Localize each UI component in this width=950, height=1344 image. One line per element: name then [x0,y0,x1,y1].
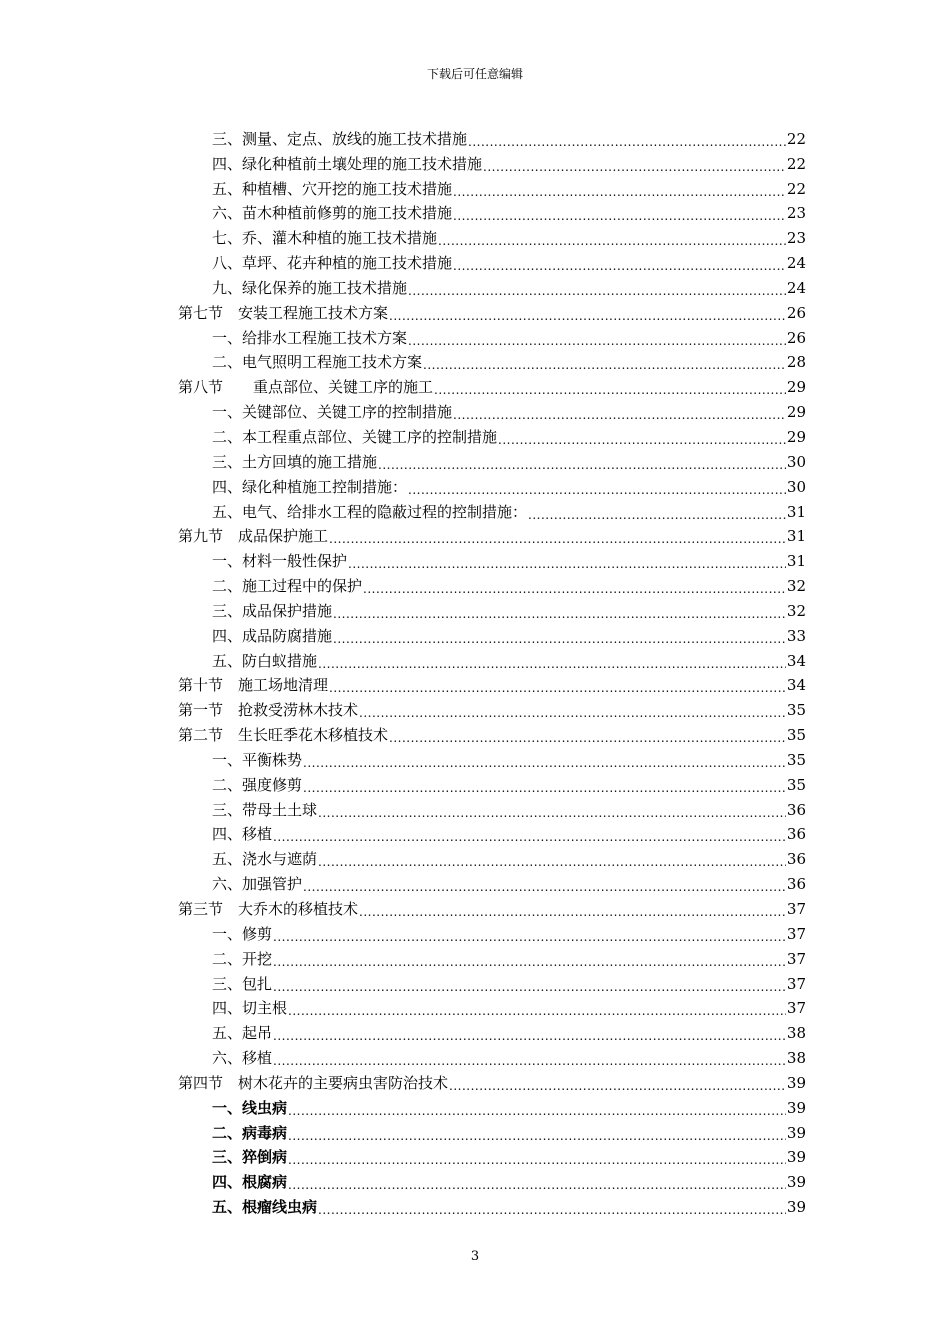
toc-entry-title: 四、切主根 [212,999,288,1018]
toc-entry-title: 七、乔、灌木种植的施工技术措施 [212,229,438,248]
toc-entry-title: 二、病毒病 [212,1123,288,1142]
toc-dot-leader [389,725,786,745]
toc-entry[interactable] [178,820,806,845]
toc-entry-title: 第十节 施工场地清理 [178,676,329,695]
toc-dot-leader [303,874,786,894]
toc-entry-page: 32 [786,577,806,596]
toc-entry-title: 四、根腐病 [212,1173,288,1192]
toc-entry-page: 36 [786,850,806,869]
toc-entry-page: 37 [786,949,806,968]
toc-entry-page: 37 [786,924,806,943]
toc-entry-page: 38 [786,1024,806,1043]
toc-entry[interactable] [178,571,806,596]
toc-dot-leader [363,576,786,596]
toc-dot-leader [333,626,786,646]
toc-dot-leader [288,998,786,1018]
page-header: 下载后可任意编辑 [426,67,523,81]
toc-entry-page: 39 [786,1148,806,1167]
toc-entry[interactable] [178,447,806,472]
toc-entry-page: 35 [786,701,806,720]
toc-entry-page: 22 [786,129,806,148]
toc-entry-page: 39 [786,1073,806,1092]
toc-entry[interactable] [178,969,806,994]
toc-entry-page: 37 [786,900,806,918]
toc-dot-leader [498,427,786,447]
toc-entry-title: 四、成品防腐措施 [212,626,333,645]
toc-dot-leader [449,1073,786,1093]
toc-entry[interactable] [178,869,806,894]
toc-entry[interactable] [178,1043,806,1068]
toc-dot-leader [389,303,786,323]
toc-entry-page: 24 [786,278,806,297]
toc-entry-title: 四、绿化种植前土壤处理的施工技术措施 [212,154,483,173]
toc-entry-page: 37 [786,974,806,993]
toc-entry-page: 35 [786,775,806,794]
toc-dot-leader [273,924,786,944]
toc-dot-leader [423,352,786,372]
toc-entry-title: 第七节 安装工程施工技术方案 [178,303,389,322]
toc-dot-leader [359,899,786,919]
toc-entry[interactable] [178,149,806,174]
toc-entry[interactable] [178,1167,806,1192]
toc-entry[interactable] [178,1093,806,1118]
toc-dot-leader [318,1197,786,1217]
toc-entry-title: 第九节 成品保护施工 [178,527,329,546]
toc-entry-title: 一、给排水工程施工技术方案 [212,328,408,347]
toc-entry[interactable] [178,422,806,447]
toc-entry-title: 第三节 大乔木的移植技术 [178,900,359,918]
toc-entry-page: 26 [786,328,806,347]
toc-entry-title: 二、施工过程中的保护 [212,577,363,596]
toc-entry-page: 36 [786,875,806,894]
toc-entry-page: 29 [786,427,806,446]
toc-dot-leader [329,526,786,546]
toc-entry-title: 四、绿化种植施工控制措施： [212,477,408,496]
toc-entry[interactable] [178,273,806,298]
toc-dot-leader [318,800,786,820]
toc-entry[interactable] [178,124,806,149]
toc-entry[interactable] [178,596,806,621]
toc-entry[interactable] [178,944,806,969]
toc-entry[interactable] [178,695,806,720]
toc-entry-title: 二、电气照明工程施工技术方案 [212,353,423,372]
toc-entry-title: 三、测量、定点、放线的施工技术措施 [212,129,468,148]
table-of-contents [178,124,806,1217]
toc-entry-title: 三、猝倒病 [212,1148,288,1167]
toc-dot-leader [408,328,786,348]
toc-entry[interactable] [178,994,806,1019]
toc-dot-leader [303,750,786,770]
toc-entry-title: 一、材料一般性保护 [212,552,348,571]
toc-entry-page: 35 [786,726,806,745]
toc-entry[interactable] [178,497,806,522]
toc-dot-leader [288,1172,786,1192]
toc-dot-leader [273,1023,786,1043]
toc-entry-title: 八、草坪、花卉种植的施工技术措施 [212,254,453,273]
toc-entry[interactable] [178,720,806,745]
toc-entry-title: 六、苗木种植前修剪的施工技术措施 [212,204,453,223]
toc-entry[interactable] [178,671,806,696]
toc-entry[interactable] [178,1118,806,1143]
toc-entry-title: 九、绿化保养的施工技术措施 [212,278,408,297]
toc-entry-page: 36 [786,800,806,819]
toc-entry[interactable] [178,621,806,646]
toc-entry-page: 28 [786,353,806,372]
toc-dot-leader [408,278,786,298]
toc-entry[interactable] [178,223,806,248]
toc-entry-title: 六、移植 [212,1049,273,1068]
toc-entry[interactable] [178,522,806,547]
toc-dot-leader [468,129,786,149]
toc-entry-title: 一、线虫病 [212,1098,288,1117]
toc-dot-leader [303,775,786,795]
toc-entry-title: 四、移植 [212,825,273,844]
toc-dot-leader [453,203,786,223]
toc-dot-leader [528,502,786,522]
toc-entry-page: 31 [786,502,806,521]
toc-entry-page: 30 [786,452,806,471]
toc-entry-page: 22 [786,179,806,198]
toc-entry-page: 32 [786,601,806,620]
toc-entry-page: 31 [786,552,806,571]
toc-dot-leader [288,1098,786,1118]
toc-entry-title: 三、包扎 [212,974,273,993]
toc-entry[interactable] [178,1143,806,1168]
toc-entry-page: 34 [786,651,806,670]
toc-entry-page: 22 [786,154,806,173]
toc-entry[interactable] [178,795,806,820]
toc-entry-title: 一、修剪 [212,924,273,943]
toc-dot-leader [288,1123,786,1143]
toc-entry-page: 37 [786,999,806,1018]
toc-entry-title: 六、加强管护 [212,875,303,894]
toc-entry[interactable] [178,174,806,199]
toc-entry-title: 一、关键部位、关键工序的控制措施 [212,403,453,422]
toc-entry-page: 26 [786,303,806,322]
toc-entry-title: 第一节 抢救受涝林木技术 [178,701,359,720]
toc-entry[interactable] [178,1192,806,1217]
toc-entry-title: 五、浇水与遮荫 [212,850,318,869]
toc-entry-page: 23 [786,204,806,223]
toc-entry-page: 29 [786,403,806,422]
toc-entry-page: 39 [786,1173,806,1192]
toc-entry[interactable] [178,199,806,224]
toc-entry-title: 五、电气、给排水工程的隐蔽过程的控制措施： [212,502,528,521]
toc-dot-leader [273,824,786,844]
toc-entry-page: 39 [786,1098,806,1117]
toc-dot-leader [348,551,786,571]
toc-entry[interactable] [178,894,806,919]
toc-entry[interactable] [178,646,806,671]
toc-entry[interactable] [178,348,806,373]
toc-entry-page: 23 [786,229,806,248]
toc-entry-title: 第八节 重点部位、关键工序的施工 [178,378,434,397]
toc-dot-leader [438,228,786,248]
toc-dot-leader [288,1147,786,1167]
toc-entry-title: 五、起吊 [212,1024,273,1043]
toc-entry[interactable] [178,1018,806,1043]
toc-entry-page: 38 [786,1049,806,1068]
toc-entry-page: 34 [786,676,806,695]
toc-entry-page: 30 [786,477,806,496]
toc-entry-title: 一、平衡株势 [212,750,303,769]
toc-dot-leader [453,402,786,422]
toc-dot-leader [408,477,786,497]
toc-entry[interactable] [178,919,806,944]
toc-dot-leader [359,700,786,720]
toc-entry[interactable] [178,397,806,422]
toc-entry-title: 三、成品保护措施 [212,601,333,620]
toc-entry-title: 第四节 树木花卉的主要病虫害防治技术 [178,1073,449,1092]
toc-entry[interactable] [178,248,806,273]
toc-dot-leader [378,452,786,472]
toc-dot-leader [273,1048,786,1068]
toc-dot-leader [453,253,786,273]
toc-dot-leader [333,601,786,621]
toc-entry[interactable] [178,844,806,869]
toc-entry-page: 29 [786,378,806,397]
toc-dot-leader [273,974,786,994]
toc-dot-leader [434,377,786,397]
toc-entry-page: 35 [786,750,806,769]
toc-dot-leader [329,675,786,695]
toc-entry-title: 三、带母土土球 [212,800,318,819]
toc-entry[interactable] [178,323,806,348]
toc-entry-page: 33 [786,626,806,645]
toc-entry-title: 五、防白蚁措施 [212,651,318,670]
toc-entry-title: 三、土方回填的施工措施 [212,452,378,471]
toc-entry[interactable] [178,745,806,770]
page-number: 3 [470,1249,480,1264]
toc-entry[interactable] [178,1068,806,1093]
toc-entry-page: 36 [786,825,806,844]
toc-dot-leader [453,179,786,199]
toc-entry-title: 第二节 生长旺季花木移植技术 [178,726,389,745]
toc-entry-title: 二、本工程重点部位、关键工序的控制措施 [212,427,498,446]
toc-entry-title: 五、种植槽、穴开挖的施工技术措施 [212,179,453,198]
toc-entry-title: 五、根瘤线虫病 [212,1198,318,1217]
toc-dot-leader [318,651,786,671]
toc-dot-leader [483,154,786,174]
toc-dot-leader [273,949,786,969]
toc-entry[interactable] [178,372,806,397]
toc-entry-page: 39 [786,1198,806,1217]
toc-dot-leader [318,849,786,869]
toc-entry-title: 二、强度修剪 [212,775,303,794]
toc-entry-page: 24 [786,254,806,273]
toc-entry[interactable] [178,546,806,571]
toc-entry[interactable] [178,298,806,323]
toc-entry[interactable] [178,770,806,795]
toc-entry-page: 39 [786,1123,806,1142]
toc-entry-page: 31 [786,527,806,546]
toc-entry[interactable] [178,472,806,497]
toc-entry-title: 二、开挖 [212,949,273,968]
